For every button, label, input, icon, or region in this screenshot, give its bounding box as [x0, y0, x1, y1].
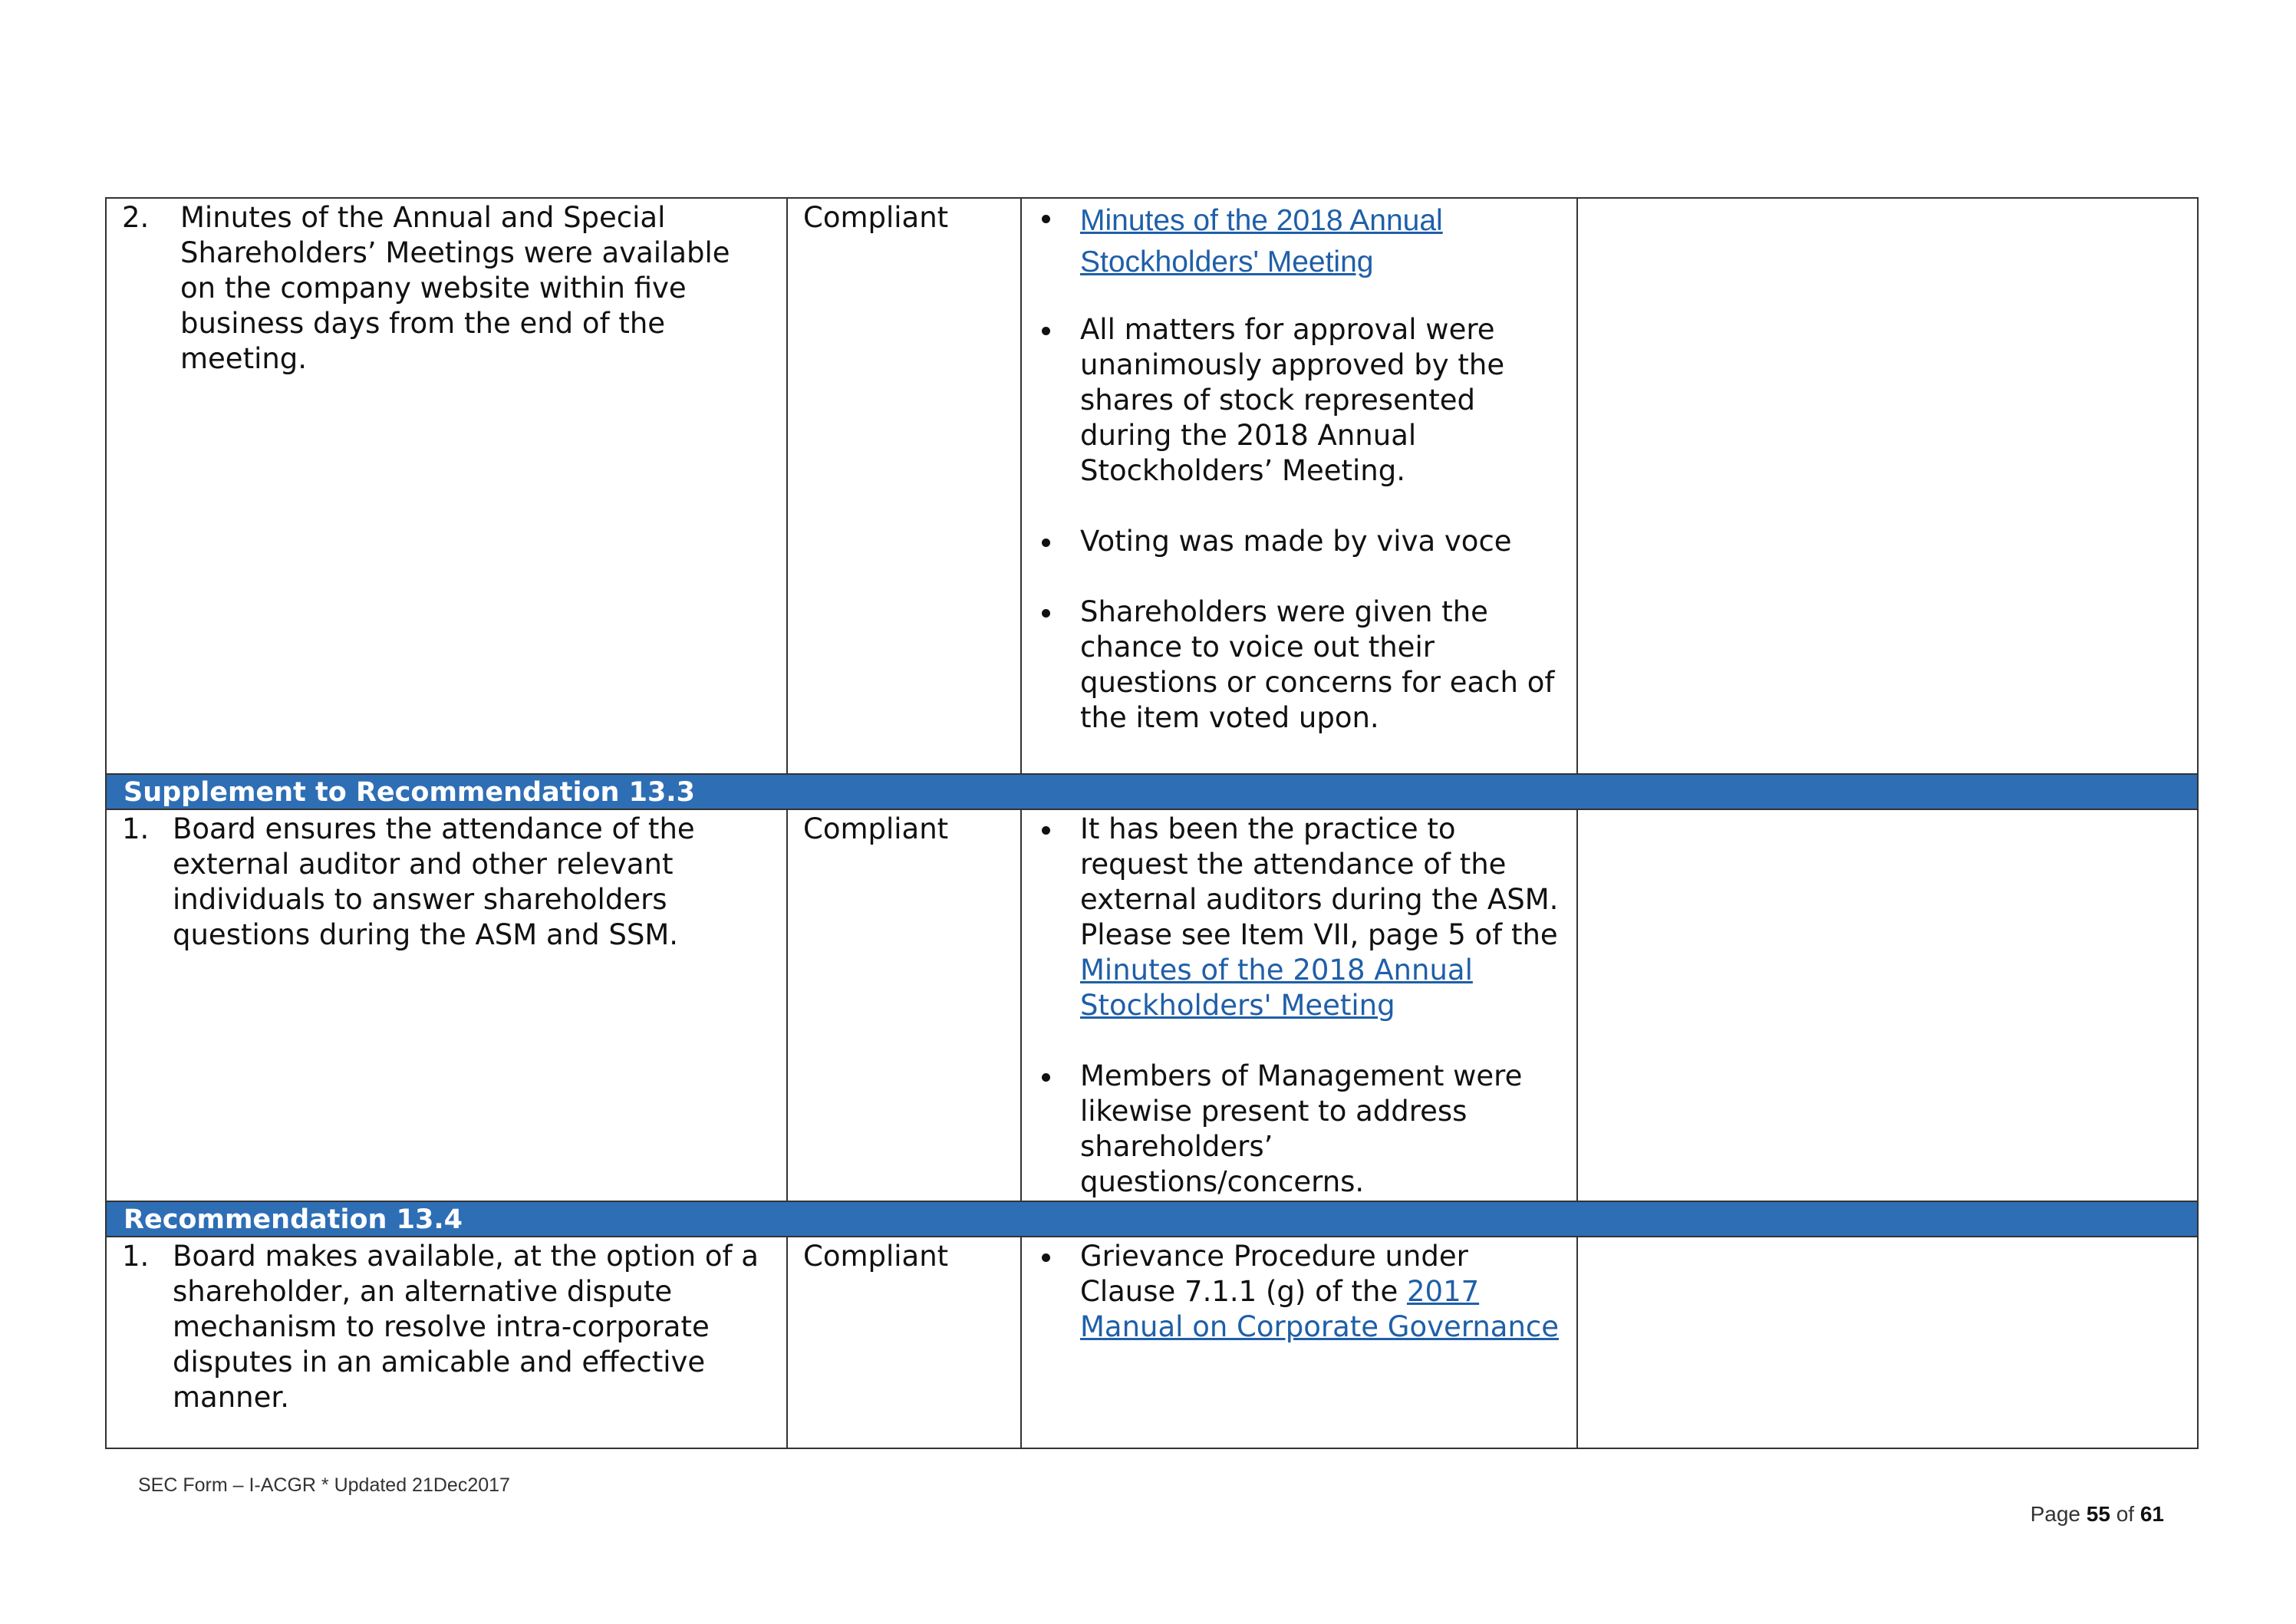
bullet-icon — [1042, 327, 1050, 335]
bullet-text: Grievance Procedure under Clause 7.1.1 (g) of the — [1080, 1240, 1468, 1308]
item-number: 2. — [122, 201, 150, 234]
bullet-text: Voting was made by viva voce — [1080, 525, 1512, 558]
bullet-list — [1033, 200, 1564, 736]
page-current: 55 — [2086, 1502, 2110, 1526]
page-number — [2031, 1502, 2164, 1527]
bullet-text: All matters for approval were unanimously approved by the shares of stock represented during the 2018 Annual Stockholders’ Meeting. — [1080, 313, 1505, 487]
status-cell — [786, 810, 1020, 1201]
table-row — [107, 810, 2197, 1202]
compliance-status: Compliant — [803, 1240, 949, 1273]
status-cell — [786, 1237, 1020, 1448]
section-header — [107, 1202, 2197, 1237]
bullet-icon — [1042, 539, 1050, 547]
page-total: 61 — [2140, 1502, 2164, 1526]
bullet-item — [1033, 524, 1564, 559]
bullet-icon — [1042, 215, 1050, 223]
item-description: Board makes available, at the option of a shareholder, an alternative dispute mechanism to resolve intra-corporate disputes in an amicable and effective manner. — [173, 1240, 759, 1414]
recommendation-cell — [107, 1237, 786, 1448]
item-description: Minutes of the Annual and Special Shareholders’ Meetings were available on the company website within five business days from the end of the meeting. — [180, 201, 730, 375]
manual-corporate-governance-link[interactable]: 2017 Manual on Corporate Governance — [1080, 1275, 1559, 1343]
bullet-text: It has been the practice to request the attendance of the external auditors during the ASM. Please see Item VII, page 5 of the — [1080, 812, 1559, 951]
bullet-item — [1033, 812, 1564, 1023]
compliance-status: Compliant — [803, 812, 949, 845]
remarks-cell — [1576, 199, 2197, 773]
bullet-list — [1033, 812, 1564, 1200]
recommendation-cell — [107, 810, 786, 1201]
table-row — [107, 1237, 2197, 1448]
bullet-text: Shareholders were given the chance to voice out their questions or concerns for each of the item voted upon. — [1080, 595, 1555, 734]
section-header — [107, 775, 2197, 810]
explanation-cell — [1020, 810, 1576, 1201]
bullet-list — [1033, 1239, 1564, 1345]
compliance-table — [105, 197, 2199, 1449]
item-number: 1. — [122, 1240, 150, 1273]
compliance-status: Compliant — [803, 201, 949, 234]
minutes-2018-link[interactable]: Minutes of the 2018 Annual Stockholders' Meeting — [1080, 204, 1443, 278]
page-of: of — [2116, 1502, 2135, 1526]
bullet-item — [1033, 1059, 1564, 1200]
section-header-label: Supplement to Recommendation 13.3 — [124, 777, 695, 808]
remarks-cell — [1576, 1237, 2197, 1448]
table-row — [107, 199, 2197, 775]
bullet-item — [1033, 1239, 1564, 1345]
status-cell — [786, 199, 1020, 773]
list-item — [122, 200, 771, 377]
bullet-item — [1033, 595, 1564, 736]
bullet-icon — [1042, 1073, 1050, 1082]
minutes-2018-link[interactable]: Minutes of the 2018 Annual Stockholders' Meeting — [1080, 954, 1473, 1022]
explanation-cell — [1020, 1237, 1576, 1448]
bullet-item — [1033, 312, 1564, 489]
list-item — [122, 1239, 771, 1415]
bullet-text: Members of Management were likewise present to address shareholders’ questions/concerns. — [1080, 1059, 1523, 1198]
item-number: 1. — [122, 812, 150, 845]
bullet-icon — [1042, 1253, 1050, 1262]
explanation-cell — [1020, 199, 1576, 773]
bullet-icon — [1042, 826, 1050, 835]
recommendation-cell — [107, 199, 786, 773]
item-description: Board ensures the attendance of the external auditor and other relevant individuals to answer shareholders questions during the ASM and SSM. — [173, 812, 695, 951]
section-header-label: Recommendation 13.4 — [124, 1204, 463, 1235]
page-word: Page — [2030, 1502, 2080, 1526]
form-label: SEC Form – I-ACGR * Updated 21Dec2017 — [138, 1474, 510, 1496]
remarks-cell — [1576, 810, 2197, 1201]
bullet-item — [1033, 200, 1564, 283]
list-item — [122, 812, 771, 953]
bullet-icon — [1042, 609, 1050, 618]
